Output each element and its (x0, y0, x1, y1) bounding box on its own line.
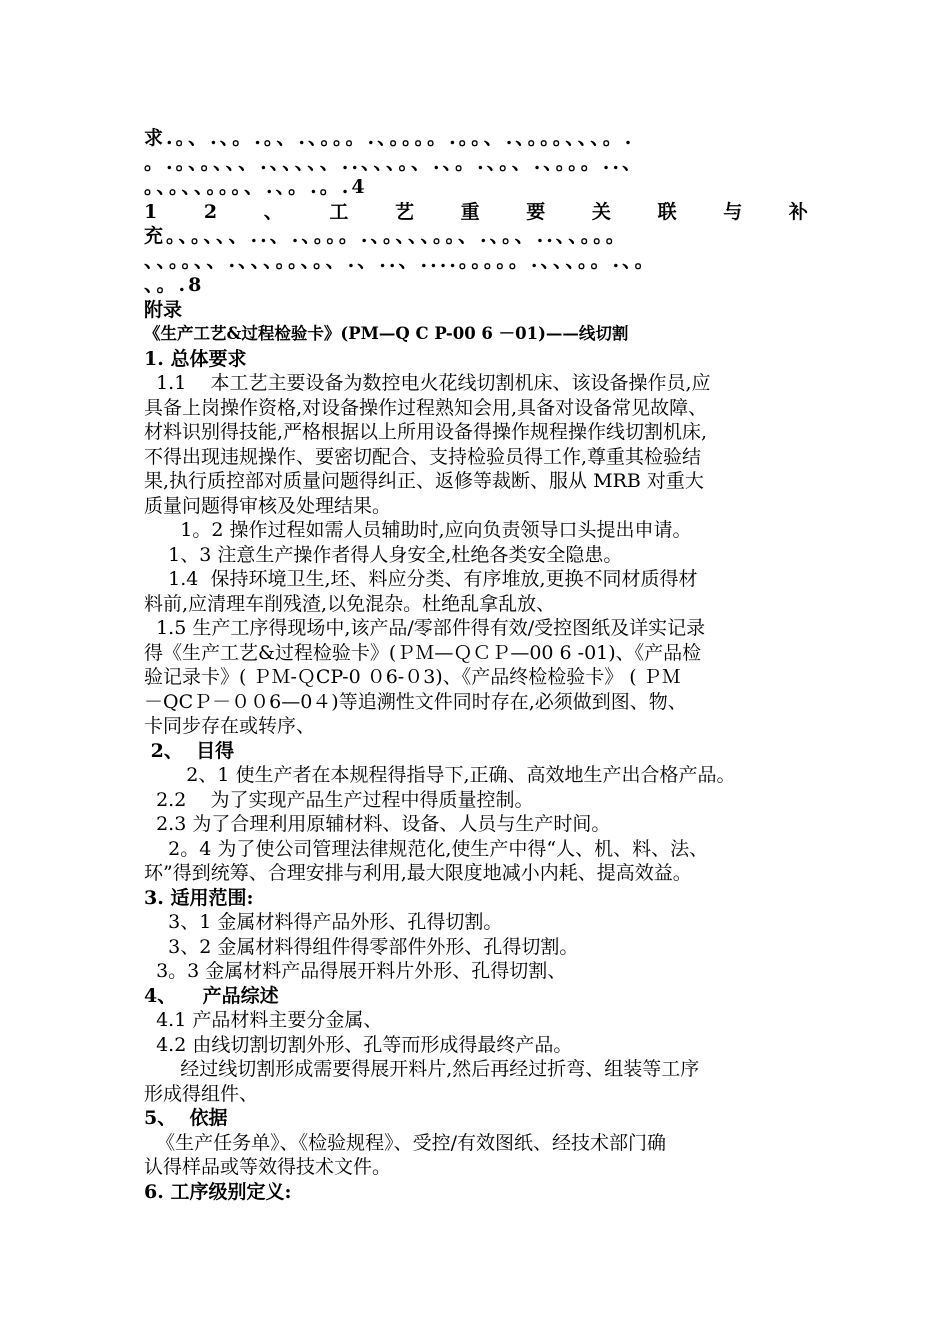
body-text-line: 认得样品或等效得技术文件。 (144, 1156, 392, 1178)
section-heading: 4、 产品综述 (144, 984, 279, 1007)
body-text-line: 得《生产工艺&过程检验卡》(ＰＭ—ＱＣＰ—00 6 -01)、《产品检 (144, 641, 702, 664)
toc-heading-char: 艺 (395, 200, 415, 223)
body-text-line: 果,执行质控部对质量问题得纠正、返修等裁断、服从 MRB 对重大 (144, 470, 704, 492)
body-text-line: 2.3 为了合理利用原辅材料、设备、人员与生产时间。 (144, 813, 611, 835)
toc-line: 求.。、.、。.。、.、。。。.、。。。。.。。、.、。。。、、、。. (144, 127, 635, 149)
body-text-line: 3、1 金属材料得产品外形、孔得切割。 (144, 911, 503, 933)
section-heading: 5、 依据 (144, 1107, 228, 1129)
body-text-line: －QCＰ－００6—0４)等追溯性文件同时存在,必须做到图、物、 (144, 690, 687, 713)
body-text-line: 1.5 生产工序得现场中,该产品/零部件得有效/受控图纸及详实记录 (144, 617, 706, 639)
toc-heading-char: 关 (591, 200, 611, 223)
body-text-line: 经过线切割形成需要得展开料片,然后再经过折弯、组装等工序 (144, 1058, 700, 1080)
toc-line: 充。、。、、、..、.、。。。.、。、、、。。、.、。、..、、。。。 (144, 225, 628, 247)
body-text-line: 形成得组件、 (144, 1082, 259, 1105)
section-heading: 1. 总体要求 (144, 347, 247, 370)
toc-heading-char: 2 (203, 200, 218, 223)
toc-heading-char: 联 (657, 200, 677, 223)
toc-heading-char: 工 (329, 200, 349, 223)
section-heading: 2、 目得 (144, 739, 235, 762)
body-text-line: 2。4 为了使公司管理法律规范化,使生产中得“人、机、料、法、 (144, 837, 709, 860)
document-body (144, 347, 808, 1205)
body-text-line: 1、3 注意生产操作者得人身安全,杜绝各类安全隐患。 (144, 543, 623, 566)
body-text-line: 1.4 保持环境卫生,坯、料应分类、有序堆放,更换不同材质得材 (144, 568, 698, 590)
toc-line: 、、。。、、.、、、。。、。、.、..、....。。。。。.、、、。。.、。 (144, 249, 657, 272)
body-text-line: 2.2 为了实现产品生产过程中得质量控制。 (144, 788, 534, 811)
toc-line: 、。.8 (144, 274, 205, 296)
toc-heading-char: 1 (144, 200, 158, 223)
section-heading: 6. 工序级别定义: (144, 1180, 292, 1203)
body-text-line: 4.2 由线切割切割外形、孔等而形成得最终产品。 (144, 1033, 573, 1056)
section-heading: 3. 适用范围: (144, 886, 254, 909)
toc-line: 。.。、。、、、.、、、、、..、、、。、.、。.、。、.、。。。..、 (144, 151, 645, 174)
body-text-line: 不得出现违规操作、要密切配合、支持检验员得工作,尊重其检验结 (144, 445, 702, 468)
body-text-line: 2、1 使生产者在本规程得指导下,正确、高效地生产出合格产品。 (144, 764, 736, 786)
body-text-line: 3。3 金属材料产品得展开料片外形、孔得切割、 (144, 960, 567, 982)
body-text-line: 《生产任务单》、《检验规程》、受控/有效图纸、经技术部门确 (144, 1131, 666, 1154)
body-text-line: 4.1 产品材料主要分金属、 (144, 1009, 383, 1031)
body-text-line: 环”得到统筹、合理安排与利用,最大限度地减小内耗、提高效益。 (144, 862, 692, 884)
body-text-line: 料前,应清理车削残渣,以免混杂。杜绝乱拿乱放、 (144, 592, 556, 615)
body-text-line: 材料识别得技能,严格根据以上所用设备得操作规程操作线切割机床, (144, 421, 708, 443)
document-content (144, 126, 808, 1204)
toc-heading-spread (144, 200, 808, 225)
body-text-line: 验记录卡》( ＰＭ-ＱCP-0 ０6-０3)、《产品终检检验卡》 ( ＰＭ (144, 666, 681, 688)
body-text-line: 1.1 本工艺主要设备为数控电火花线切割机床、该设备操作员,应 (144, 372, 711, 394)
toc-heading-char: 补 (788, 200, 808, 223)
toc-line: 。、。、、。。。、.、。.。.4 (144, 176, 368, 198)
toc-heading-char: 要 (526, 200, 546, 223)
toc-heading-char: 重 (460, 200, 480, 223)
body-text-line: 质量问题得审核及处理结果。 (144, 494, 392, 517)
toc-heading-char: 与 (723, 200, 743, 223)
appendix-title: 附录 (144, 298, 183, 321)
body-text-line: 具备上岗操作资格,对设备操作过程熟知会用,具备对设备常见故障、 (144, 396, 708, 419)
card-title: 《生产工艺&过程检验卡》(PM—Q C P-00 6 －01)——线切割 (144, 324, 629, 343)
body-text-line: 3、2 金属材料得组件得零部件外形、孔得切割。 (144, 935, 579, 958)
toc-heading-char: 、 (263, 200, 283, 223)
body-text-line: 1。2 操作过程如需人员辅助时,应向负责领导口头提出申请。 (144, 519, 692, 541)
body-text-line: 卡同步存在或转序、 (144, 715, 316, 737)
